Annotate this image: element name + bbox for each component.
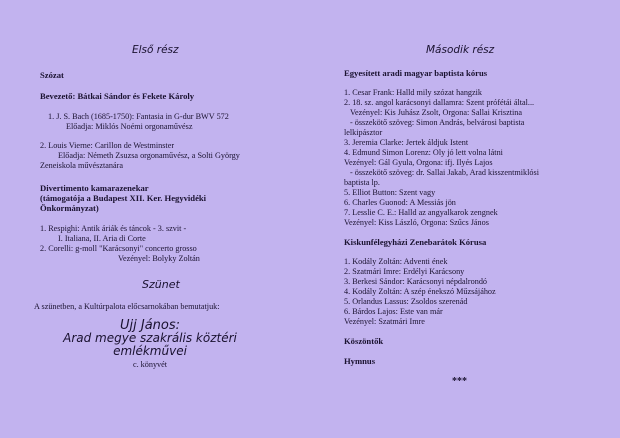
choir-1-line: 4. Edmund Simon Lorenz: Oly jó lett volna látni	[344, 148, 503, 157]
choir-1-line: 5. Elliot Button: Szent vagy	[344, 188, 436, 197]
choir-1-line: 7. Lesslie C. E.: Halld az angyalkarok zengnek	[344, 208, 498, 217]
choir-2-line: 5. Orlandus Lassus: Zsoldos szerenád	[344, 297, 468, 306]
book-title-line2: emlékművei	[113, 344, 187, 358]
second-part-heading: Második rész	[426, 44, 495, 56]
choir-2-line: 4. Kodály Zoltán: A szép énekszó Műzsájához	[344, 287, 496, 296]
choir-1-title: Egyesített aradi magyar baptista kórus	[344, 68, 488, 78]
program-item-2-performer-cont: Zeneiskola művésztanára	[40, 161, 123, 170]
divertimento-title: Divertimento kamarazenekar	[40, 183, 149, 193]
choir-1-line: baptista lp.	[344, 178, 380, 187]
choir-2-title: Kiskunfélegyházi Zenebarátok Kórusa	[344, 237, 487, 247]
book-caption: c. könyvét	[132, 360, 168, 369]
greetings-title: Köszöntők	[344, 336, 384, 346]
corelli-line: 2. Corelli: g-moll "Karácsonyi" concerto grosso	[40, 244, 197, 253]
choir-1-line: Vezényel: Gál Gyula, Orgona: ifj. Ilyés Lajos	[344, 158, 493, 167]
program-item-1-performer: Előadja: Miklós Noémi orgonaművész	[66, 122, 193, 131]
choir-2-line: 6. Bárdos Lajos: Este van már	[344, 307, 443, 316]
choir-1-line: 1. Cesar Frank: Halld mily szózat hangzik	[344, 88, 483, 97]
respighi-movements: I. Italiana, II. Aria di Corte	[58, 234, 146, 243]
intermission-text: A szünetben, a Kultúrpalota előcsarnokában bemutatjuk:	[34, 302, 220, 311]
first-part-heading: Első rész	[132, 44, 179, 56]
choir-1-line: 2. 18. sz. angol karácsonyi dallamra: Szent prófétái által...	[344, 98, 535, 107]
program-item-2: 2. Louis Vierne: Carillon de Westminster	[40, 141, 175, 150]
book-title-line1: Arad megye szakrális köztéri	[63, 331, 237, 345]
hymnus-title: Hymnus	[344, 356, 376, 366]
choir-2-line: 1. Kodály Zoltán: Adventi ének	[344, 257, 448, 266]
choir-2-line: Vezényel: Szatmári Imre	[344, 317, 425, 326]
program-item-2-performer: Előadja: Németh Zsuzsa orgonaművész, a Solti György	[58, 151, 240, 160]
choir-1-line: 6. Charles Guonod: A Messiás jön	[344, 198, 456, 207]
szozat-title: Szózat	[40, 70, 64, 80]
conductor-line: Vezényel: Bolyky Zoltán	[118, 254, 200, 263]
choir-1-line: - összekötő szöveg: dr. Sallai Jakab, Arad kisszentmiklósi	[350, 168, 539, 177]
intermission-heading: Szünet	[142, 278, 180, 291]
divertimento-sponsor: (támogatója a Budapest XII. Ker. Hegyvidéki	[40, 193, 207, 203]
closing-stars: ***	[452, 376, 467, 387]
choir-1-line: Vezényel: Kiss László, Orgona: Szűcs János	[344, 218, 489, 227]
program-item-1: 1. J. S. Bach (1685-1750): Fantasia in G-dur BWV 572	[48, 112, 229, 121]
divertimento-sponsor-cont: Önkormányzat)	[40, 203, 99, 213]
second-part-column	[330, 0, 610, 438]
choir-2-line: 3. Berkesi Sándor: Karácsonyi népdalrondó	[344, 277, 488, 286]
choir-1-line: 3. Jeremia Clarke: Jertek áldjuk Istent	[344, 138, 469, 147]
choir-1-line: - összekötő szöveg: Simon András, belvárosi baptista	[350, 118, 525, 127]
choir-2-line: 2. Szatmári Imre: Erdélyi Karácsony	[344, 267, 465, 276]
book-author: Ujj János:	[119, 318, 181, 333]
choir-1-line: lelkipásztor	[344, 128, 383, 137]
first-part-column	[0, 0, 300, 438]
intro-line: Bevezető: Bátkai Sándor és Fekete Károly	[40, 91, 195, 101]
choir-1-line: Vezényel: Kis Juhász Zsolt, Orgona: Sallai Krisztina	[350, 108, 522, 117]
respighi-line: 1. Respighi: Antik áriák és táncok - 3. szvit -	[40, 224, 187, 233]
